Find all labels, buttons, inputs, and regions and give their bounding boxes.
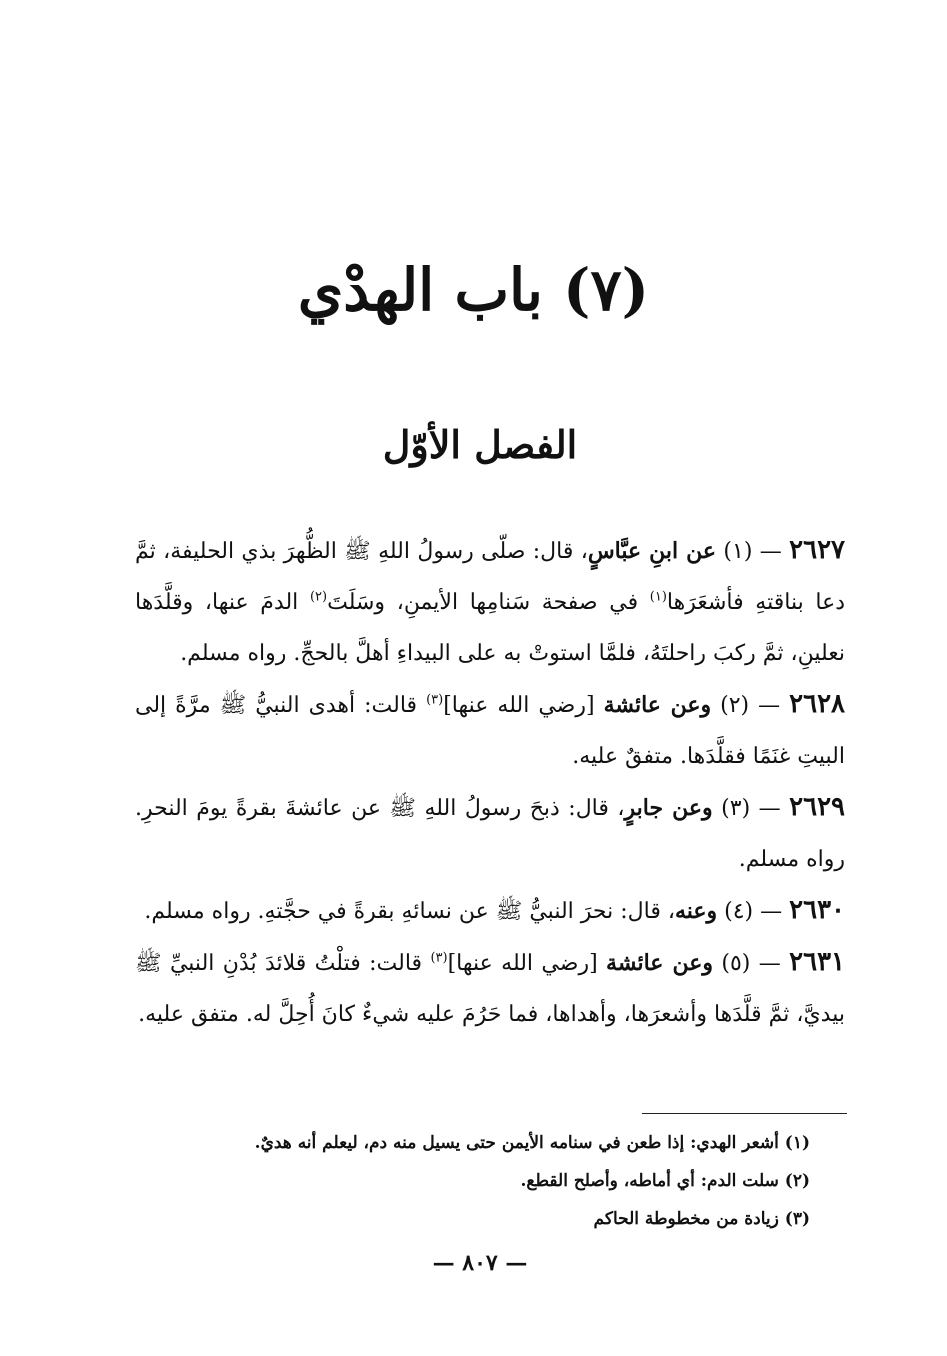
chapter-title: (٧) باب الهدْي (297, 256, 650, 324)
footnote-3: (٣) زيادة من مخطوطة الحاكم (593, 1209, 810, 1229)
hadith-narrator: وعن عائشة (603, 692, 712, 718)
hadith-narrator: عن ابنِ عبَّاسٍ (587, 538, 717, 564)
hadith-narrator: وعن جابرٍ (624, 795, 713, 821)
footnote-ref: (١) (649, 589, 667, 605)
hadith-number: ٢٦٢٧ (789, 535, 845, 565)
hadith-text: قالت: فتلْتُ قلائدَ بُدْنِ النبيِّ ﷺ بيديَّ، ثمَّ قلَّدَها وأشعرَها، وأهداها، فما حَرُمَ عليه شيءٌ كانَ أُحِلَّ له. متفق عليه. (135, 951, 845, 1027)
hadith-index: (٤) (724, 899, 754, 924)
footnotes (220, 1124, 810, 1238)
hadith-index: (٢) (720, 693, 750, 718)
page-number: — ٨٠٧ — (432, 1250, 528, 1276)
hadith-text: [رضي الله عنها] (443, 693, 595, 718)
footnote-ref: (٣) (426, 692, 444, 708)
hadith-text: ، قال: ذبحَ رسولُ اللهِ ﷺ عن عائشةَ بقرةً يومَ النحرِ. رواه مسلم. (135, 796, 845, 872)
hadith-index: (١) (723, 539, 753, 564)
hadith-text: في صفحة سَنامِها الأيمنِ، وسَلَتَ (327, 590, 639, 615)
hadith-number: ٢٦٣١ (789, 947, 845, 977)
hadith-narrator: وعنه (674, 898, 718, 924)
footnote-1: (١) أشعر الهدي: إذا طعن في سنامه الأيمن حتى يسيل منه دم، ليعلم أنه هديٌ. (254, 1133, 810, 1153)
hadith-index: (٥) (721, 951, 751, 976)
hadith-text: قالت: أهدى النبيُّ ﷺ مرَّةً إلى البيتِ غنَمًا فقلَّدَها. متفقٌ عليه. (135, 693, 845, 769)
hadith-2627: ٢٦٢٧ — (١) عن ابنِ عبَّاسٍ، قال: صلّى رسولُ اللهِ ﷺ الظُّهرَ بذي الحليفة، ثمَّ دعا بناقتهِ فأشعَرَها$^{(١)}$ في صفحة سَنامِها الأيمنِ، وسَلَتَ$^{(٢)}$ الدمَ عنها، وقلَّدَها نعلينِ، ثمَّ ركبَ راحلتَهُ، فلمَّا استوتْ به على البيداءِ أهلَّ بالحجِّ. رواه مسلم. (135, 535, 845, 666)
hadith-text: ، قال: نحرَ النبيُّ ﷺ عن نسائهِ بقرةً في حجَّتهِ. رواه مسلم. (144, 899, 675, 924)
footnote-divider (642, 1113, 847, 1114)
hadith-narrator: وعن عائشة (606, 950, 713, 976)
section-title: الفصل الأوّل (382, 422, 578, 467)
hadith-list (135, 525, 845, 1040)
hadith-number: ٢٦٢٨ (789, 689, 846, 719)
hadith-2629: ٢٦٢٩ — (٣) وعن جابرٍ، قال: ذبحَ رسولُ اللهِ ﷺ عن عائشةَ بقرةً يومَ النحرِ. رواه مسلم. (135, 792, 845, 872)
footnote-ref: (٢) (309, 589, 328, 605)
hadith-2631: ٢٦٣١ — (٥) وعن عائشة [رضي الله عنها]$^{(٣)}$ قالت: فتلْتُ قلائدَ بُدْنِ النبيِّ ﷺ بيديَّ، ثمَّ قلَّدَها وأشعرَها، وأهداها، فما حَرُمَ عليه شيءٌ كانَ أُحِلَّ له. متفق عليه. (135, 947, 845, 1027)
hadith-2630: ٢٦٣٠ — (٤) وعنه، قال: نحرَ النبيُّ ﷺ عن نسائهِ بقرةً في حجَّتهِ. رواه مسلم. (144, 895, 845, 925)
hadith-index: (٣) (721, 796, 751, 821)
hadith-number: ٢٦٢٩ (789, 792, 845, 822)
hadith-text: ، قال: صلّى رسولُ اللهِ ﷺ الظُّهرَ بذي الحليفة، ثمَّ دعا بناقتهِ فأشعَرَها (135, 539, 845, 615)
hadith-text: الدمَ عنها، وقلَّدَها نعلينِ، ثمَّ ركبَ راحلتَهُ، فلمَّا استوتْ به على البيداءِ أهلَّ بالحجِّ. رواه مسلم. (135, 590, 845, 666)
footnote-2: (٢) سلت الدم: أي أماطه، وأصلح القطع. (520, 1171, 810, 1191)
hadith-text: [رضي الله عنها] (447, 951, 598, 976)
hadith-number: ٢٦٣٠ (789, 895, 845, 925)
footnote-ref: (٣) (430, 950, 448, 966)
hadith-2628: ٢٦٢٨ — (٢) وعن عائشة [رضي الله عنها]$^{(٣)}$ قالت: أهدى النبيُّ ﷺ مرَّةً إلى البيتِ غنَمًا فقلَّدَها. متفقٌ عليه. (135, 689, 846, 769)
